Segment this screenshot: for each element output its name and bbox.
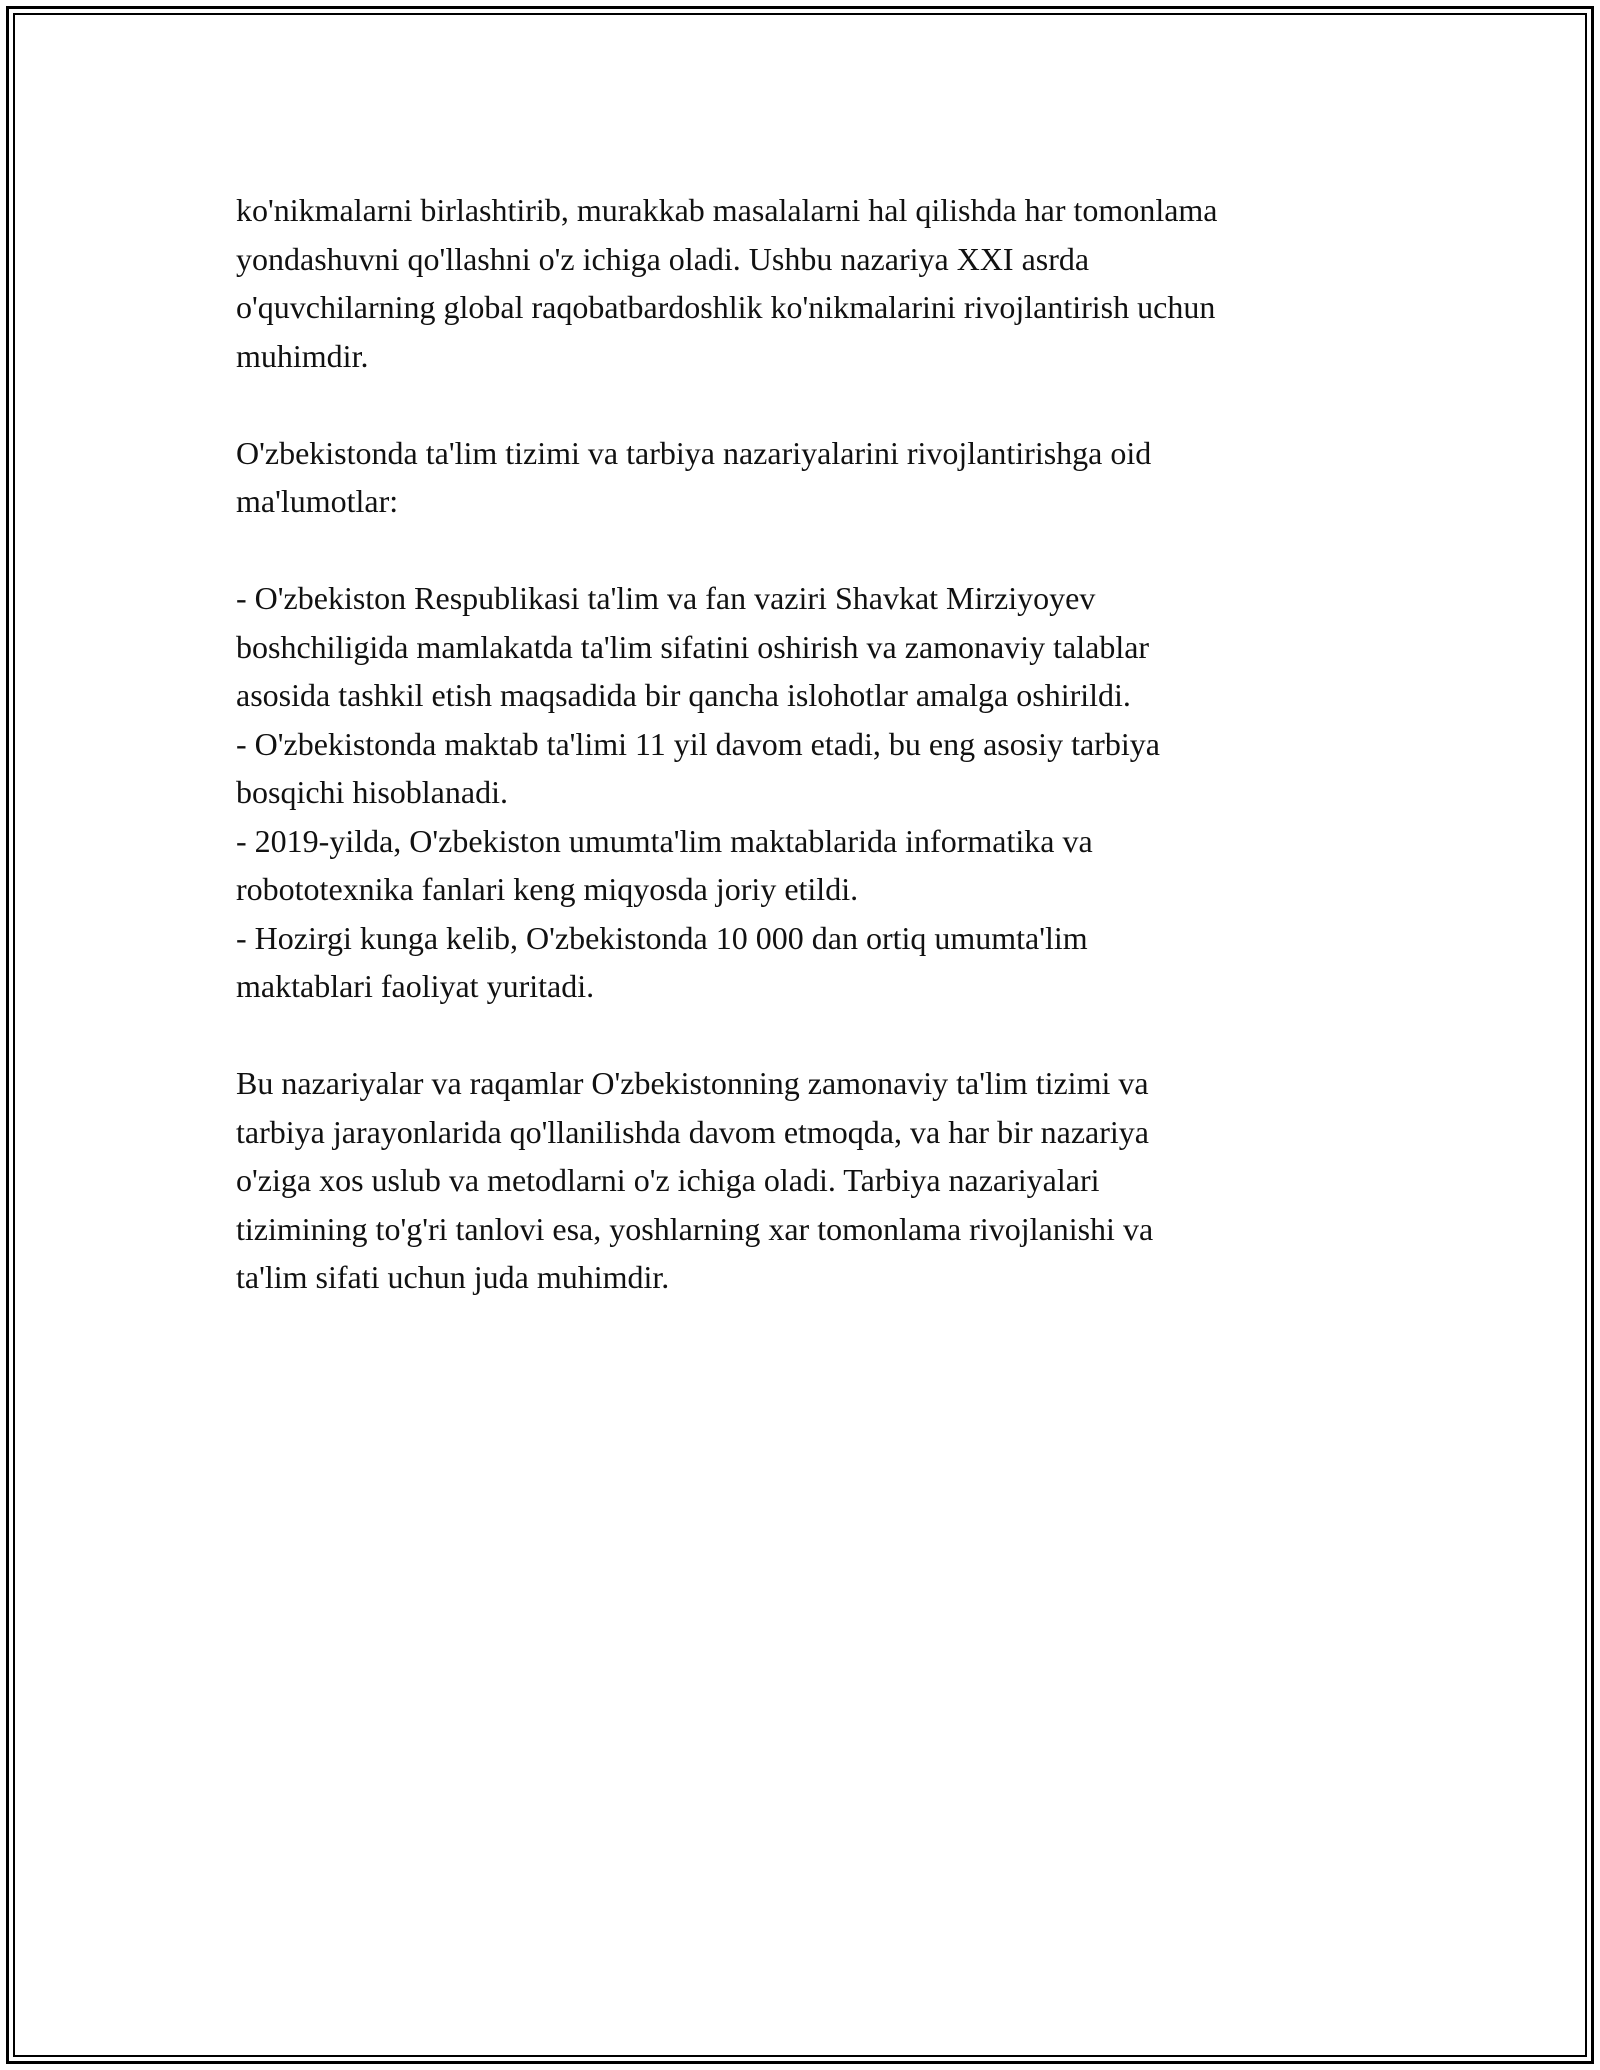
text-line: robototexnika fanlari keng miqyosda joriy etildi. [236,871,859,907]
paragraph-intro [236,186,1396,380]
paragraph-conclusion [236,1059,1396,1302]
paragraph-heading [236,429,1396,526]
paragraph-spacer [236,1011,1396,1060]
text-line: - O'zbekiston Respublikasi ta'lim va fan vaziri Shavkat Mirziyoyev [236,580,1096,616]
text-line: - 2019-yilda, O'zbekiston umumta'lim maktablarida informatika va [236,822,1093,859]
text-line: tizimining to'g'ri tanlovi esa, yoshlarning xar tomonlama rivojlanishi va [236,1210,1154,1247]
text-line: ko'nikmalarni birlashtirib, murakkab masalalarni hal qilishda har tomonlama [236,192,1218,228]
text-line: O'zbekistonda ta'lim tizimi va tarbiya nazariyalarini rivojlantirishga oid [236,434,1152,471]
text-line: muhimdir. [236,337,369,374]
text-line: maktablari faoliyat yuritadi. [236,968,595,1004]
text-line: tarbiya jarayonlarida qo'llanilishda davom etmoqda, va har bir nazariya [236,1113,1149,1150]
paragraph-spacer [236,526,1396,575]
text-line: ta'lim sifati uchun juda muhimdir. [236,1259,670,1295]
text-line: - Hozirgi kunga kelib, O'zbekistonda 10 000 dan ortiq umumta'lim [236,919,1088,956]
paragraph-facts-list [236,574,1396,1011]
text-line: boshchiligida mamlakatda ta'lim sifatini oshirish va zamonaviy talablar [236,628,1150,665]
document-body [236,186,1396,1302]
text-line: ma'lumotlar: [236,483,399,519]
text-line: asosida tashkil etish maqsadida bir qancha islohotlar amalga oshirildi. [236,677,1131,713]
text-line: bosqichi hisoblanadi. [236,774,508,810]
text-line: Bu nazariyalar va raqamlar O'zbekistonning zamonaviy ta'lim tizimi va [236,1065,1149,1101]
text-line: o'ziga xos uslub va metodlarni o'z ichiga oladi. Tarbiya nazariyalari [236,1162,1100,1198]
text-line: - O'zbekistonda maktab ta'limi 11 yil davom etadi, bu eng asosiy tarbiya [236,725,1160,762]
text-line: yondashuvni qo'llashni o'z ichiga oladi. Ushbu nazariya XXI asrda [236,240,1090,277]
text-line: o'quvchilarning global raqobatbardoshlik ko'nikmalarini rivojlantirish uchun [236,289,1216,325]
paragraph-spacer [236,380,1396,429]
